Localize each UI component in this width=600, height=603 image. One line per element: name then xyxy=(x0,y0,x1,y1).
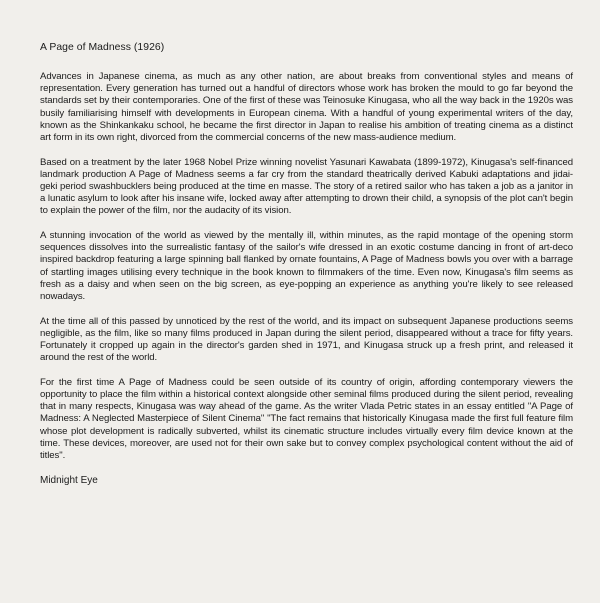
document-title: A Page of Madness (1926) xyxy=(40,42,165,53)
paragraph-intro: Advances in Japanese cinema, as much as any other nation, are about breaks from conventional styles and means of representation. Every generation has turned out a handful of directors whose work has broken the mould to go far beyond the standards set by their contemporaries. One of the first of these was Teinosuke Kinugasa, who all the way back in the 1920s was busily familiarising himself with developments in European cinema. With a handful of young experimental writers of the day, known as the Shinkankaku school, he became the first director in Japan to realise his ambition of treating cinema as a distinct art form in its own right, divorced from the commercial concerns of the new mass-audience medium. xyxy=(40,71,573,144)
paragraph-legacy: For the first time A Page of Madness could be seen outside of its country of origin, affording contemporary viewers the opportunity to place the film within a historical context alongside other seminal films produced during the silent period, revealing that in many respects, Kinugasa was way ahead of the game. As the writer Vlada Petric states in an essay entitled "A Page of Madness: A Neglected Masterpiece of Silent Cinema" "The fact remains that historically Kinugasa made the first full feature film whose plot development is radically subverted, whilst its cinematic structure includes virtually every film device known at the time. These devices, moreover, are used not for their own sake but to convey complex psychological content without the aid of titles". xyxy=(40,376,573,462)
paragraph-treatment: Based on a treatment by the later 1968 Nobel Prize winning novelist Yasunari Kawabata (1899-1972), Kinugasa's self-financed landmark production A Page of Madness seems a far cry from the standard theatrically derived Kabuki adaptations and jidai-geki period swashbucklers being produced at the time en masse. The story of a retired sailor who has taken a job as a janitor in a lunatic asylum to look after his insane wife, locked away after attempting to drown their child, a synopsis of the plot can't begin to explain the power of the film, nor the audacity of its vision. xyxy=(40,156,573,217)
document-signature: Midnight Eye xyxy=(40,474,98,486)
paragraph-invocation: A stunning invocation of the world as viewed by the mentally ill, within minutes, as the rapid montage of the opening storm sequences dissolves into the surrealistic fantasy of the sailor's wife dressed in an exotic costume dancing in front of art-deco inspired backdrop featuring a large spinning ball flanked by ornate fountains, A Page of Madness bowls you over with a barrage of startling images utilising every technique in the book known to filmmakers of the time. Even now, Kinugasa's film seems as fresh as a daisy and when seen on the big screen, as eye-popping an experience as anything you're likely to see released nowadays. xyxy=(40,230,573,303)
paragraph-rediscovery: At the time all of this passed by unnoticed by the rest of the world, and its impact on subsequent Japanese productions seems negligible, as the film, like so many films produced in Japan during the silent period, disappeared without a trace for fifty years. Fortunately it cropped up again in the director's garden shed in 1971, and Kinugasa struck up a fresh print, and released it around the rest of the world. xyxy=(40,315,573,364)
